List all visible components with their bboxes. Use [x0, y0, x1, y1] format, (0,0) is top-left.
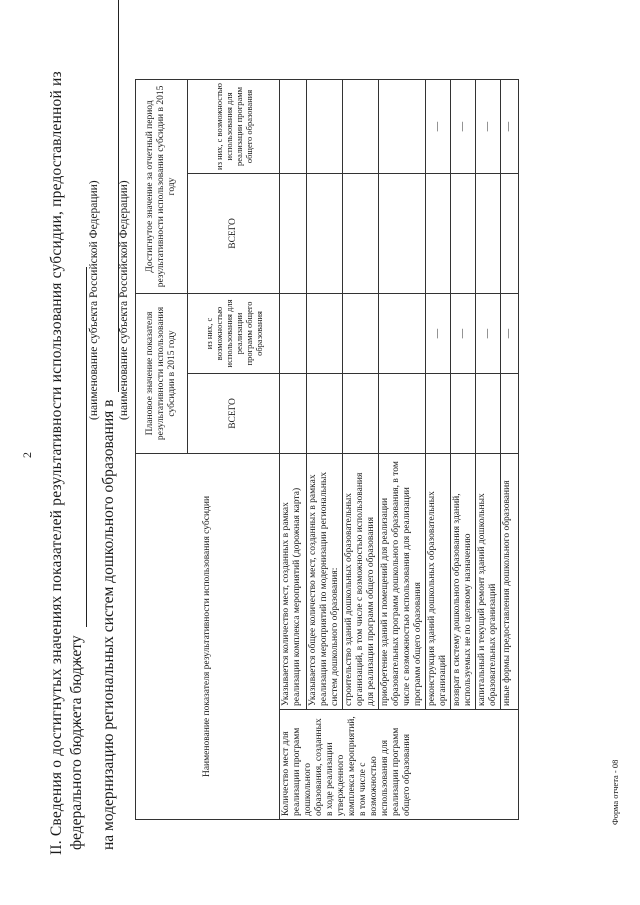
- row-plan-total[interactable]: [280, 373, 307, 453]
- row-plan-general[interactable]: [307, 293, 343, 373]
- row-text: реконструкция зданий дошкольных образовательных организаций: [426, 453, 451, 709]
- row-plan-general[interactable]: —: [426, 293, 451, 373]
- row-text: строительство зданий дошкольных образовательных организаций, в том числе с возможностью использования для реализации программ общего образования: [343, 453, 379, 709]
- header-plan-value: Плановое значение показателя результативности использования субсидии в 2015 году: [136, 293, 188, 453]
- row-plan-total[interactable]: [501, 373, 519, 453]
- page-number: 2: [20, 452, 34, 458]
- subject-caption: (наименование субъекта Российской Федерации): [88, 180, 100, 420]
- header-indicator-name: Наименование показателя результативности использования субсидии: [136, 453, 280, 819]
- row-plan-total[interactable]: [343, 373, 379, 453]
- row-fact-total[interactable]: [307, 173, 343, 293]
- subject-caption-2: (наименование субъекта Российской Федерации): [118, 180, 130, 420]
- row-fact-total[interactable]: [426, 173, 451, 293]
- header-fact-general: из них, с возможностью использования для реализации программ общего образования: [188, 79, 280, 173]
- row-fact-total[interactable]: [501, 173, 519, 293]
- heading-line-2: [68, 267, 87, 850]
- row-fact-general[interactable]: —: [501, 79, 519, 173]
- indicator-name-cell: Количество мест для реализации программ дошкольного образования, созданных в ходе реализации утвержденного комплекса мероприятий, в том числе с возможностью использования для реализации программ общего образования: [280, 710, 519, 820]
- row-fact-general[interactable]: [343, 79, 379, 173]
- results-table: [135, 79, 519, 820]
- row-fact-total[interactable]: [476, 173, 501, 293]
- row-fact-total[interactable]: [280, 173, 307, 293]
- form-code: Форма отчета - 08: [610, 759, 620, 825]
- heading-line-3-text: на модернизацию региональных систем дошкольного образования в: [100, 399, 117, 850]
- row-fact-general[interactable]: [379, 79, 426, 173]
- row-fact-total[interactable]: [343, 173, 379, 293]
- row-plan-total[interactable]: [451, 373, 476, 453]
- row-text: капитальный и текущий ремонт зданий дошкольных образовательных организаций: [476, 453, 501, 709]
- row-plan-general[interactable]: —: [476, 293, 501, 373]
- row-fact-total[interactable]: [451, 173, 476, 293]
- row-text: возврат в систему дошкольного образования зданий, используемых не по целевому назначению: [451, 453, 476, 709]
- header-plan-total: ВСЕГО: [188, 373, 280, 453]
- header-plan-general: из них, с возможностью использования для реализации программ общего образования: [188, 293, 280, 373]
- budget-subject-blank[interactable]: [68, 267, 87, 627]
- row-plan-total[interactable]: [307, 373, 343, 453]
- row-fact-general[interactable]: —: [426, 79, 451, 173]
- row-plan-general[interactable]: [280, 293, 307, 373]
- row-fact-general[interactable]: —: [451, 79, 476, 173]
- row-fact-general[interactable]: [307, 79, 343, 173]
- header-fact-total: ВСЕГО: [188, 173, 280, 293]
- header-fact-value: Достигнутое значение за отчетный период результативности использования субсидии в 2015 году: [136, 79, 188, 293]
- row-text: Указывается общее количество мест, созданных в рамках реализации мероприятий по модернизации региональных систем дошкольного образования:: [307, 453, 343, 709]
- row-fact-total[interactable]: [379, 173, 426, 293]
- row-plan-total[interactable]: [426, 373, 451, 453]
- row-fact-general[interactable]: [280, 79, 307, 173]
- row-plan-general[interactable]: —: [451, 293, 476, 373]
- region-subject-blank[interactable]: [100, 0, 119, 392]
- heading-line-2-text: федерального бюджета бюджету: [68, 635, 85, 850]
- row-text: Указывается количество мест, созданных в рамках реализации комплекса мероприятий (дорожная карта): [280, 453, 307, 709]
- row-text: иные формы предоставления дошкольного образования: [501, 453, 519, 709]
- row-plan-total[interactable]: [476, 373, 501, 453]
- row-plan-general[interactable]: [379, 293, 426, 373]
- heading-line-1: II. Сведения о достигнутых значениях показателей результативности использования субсидии, предоставленной из: [48, 71, 65, 855]
- heading-line-3: [100, 0, 119, 850]
- row-plan-general[interactable]: —: [501, 293, 519, 373]
- row-plan-total[interactable]: [379, 373, 426, 453]
- row-text: приобретение зданий и помещений для реализации образовательных программ дошкольного образования, в том числе с возможностью использования для реализации программ общего образования: [379, 453, 426, 709]
- row-fact-general[interactable]: —: [476, 79, 501, 173]
- row-plan-general[interactable]: [343, 293, 379, 373]
